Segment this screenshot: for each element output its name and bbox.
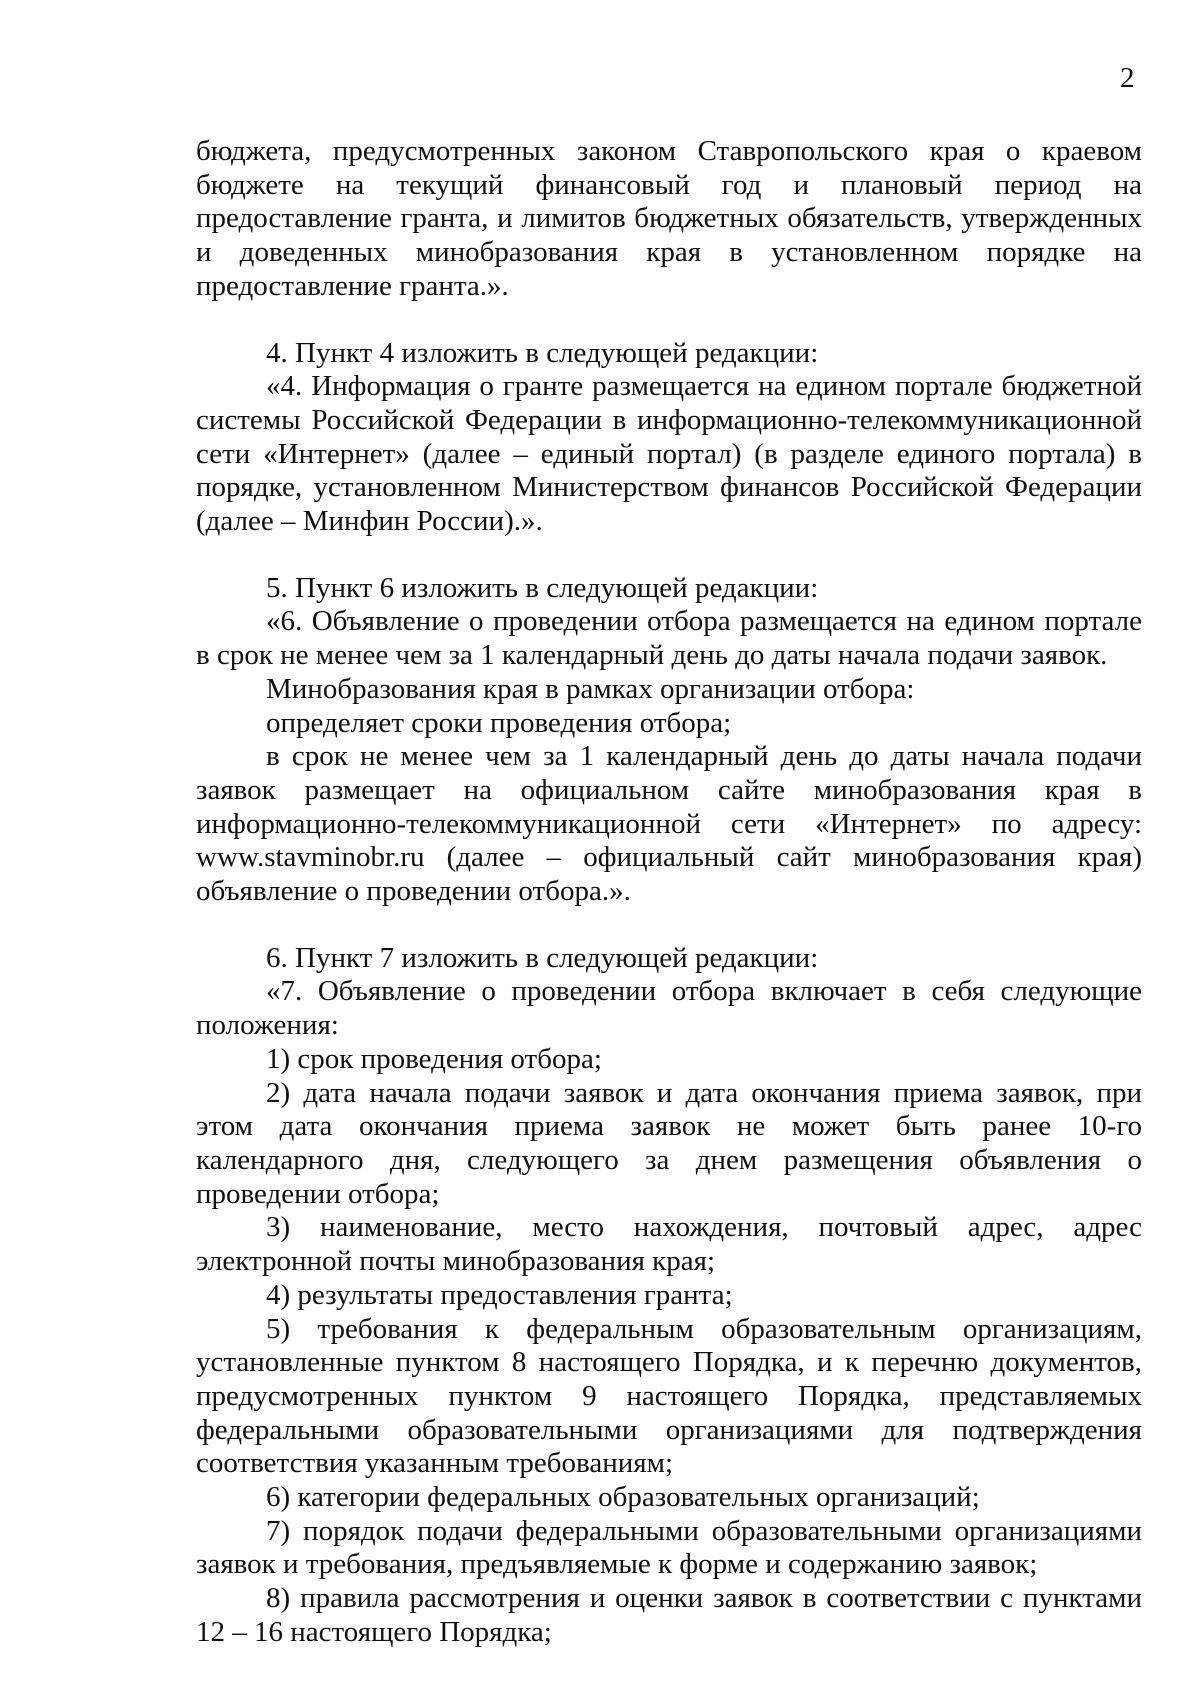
list-item-7: 7) порядок подачи федеральными образовательными организациями заявок и требования, предъявляемые к форме и содержанию заявок; [196, 1514, 1142, 1581]
paragraph-budget-continuation: бюджета, предусмотренных законом Ставропольского края о краевом бюджете на текущий финансовый год и плановый период на предоставление гранта, и лимитов бюджетных обязательств, утвержденных и доведенных минобразования края в установленном порядке на предоставление гранта.». [196, 135, 1142, 302]
paragraph-ministry-organization: Минобразования края в рамках организации отбора: [266, 672, 915, 705]
paragraph-item-4-heading: 4. Пункт 4 изложить в следующей редакции: [266, 336, 819, 369]
paragraph-determines-terms: определяет сроки проведения отбора; [266, 706, 732, 739]
document-body [196, 135, 1142, 1650]
paragraph-item-4-text: «4. Информация о гранте размещается на едином портале бюджетной системы Российской Федерации в информационно-телекоммуникационной сети «Интернет» (далее – единый портал) (в разделе единого портала) в порядке, установленном Министерством финансов Российской Федерации (далее – Минфин России).». [196, 370, 1142, 538]
list-item-1: 1) срок проведения отбора; [266, 1042, 602, 1075]
list-item-8: 8) правила рассмотрения и оценки заявок в соответствии с пунктами 12 – 16 настоящего Порядка; [196, 1582, 1142, 1648]
list-item-5: 5) требования к федеральным образовательным организациям, установленные пунктом 8 настоящего Порядка, и к перечню документов, предусмотренных пунктом 9 настоящего Порядка, представляемых федеральными образовательными организациями для подтверждения соответствия указанным требованиям; [196, 1312, 1142, 1480]
list-item-3: 3) наименование, место нахождения, почтовый адрес, адрес электронной почты минобразования края; [196, 1211, 1142, 1278]
list-item-2: 2) дата начала подачи заявок и дата окончания приема заявок, при этом дата окончания приема заявок не может быть ранее 10-го календарного дня, следующего за днем размещения объявления о проведении отбора; [196, 1076, 1142, 1210]
paragraph-item-7-intro: «7. Объявление о проведении отбора включает в себя следующие положения: [196, 975, 1142, 1042]
page-number: 2 [1120, 62, 1135, 94]
paragraph-item-5-heading: 5. Пункт 6 изложить в следующей редакции: [266, 571, 819, 604]
list-item-4: 4) результаты предоставления гранта; [266, 1278, 733, 1311]
paragraph-official-site: в срок не менее чем за 1 календарный день до даты начала подачи заявок размещает на официальном сайте минобразования края в информационно-телекоммуникационной сети «Интернет» по адресу: www.stavminobr.ru (далее – официальный сайт минобразования края) объявление о проведении отбора.». [196, 740, 1142, 908]
paragraph-item-6-heading: 6. Пункт 7 изложить в следующей редакции: [266, 941, 819, 974]
paragraph-item-6-announcement: «6. Объявление о проведении отбора размещается на едином портале в срок не менее чем за 1 календарный день до даты начала подачи заявок. [196, 605, 1142, 672]
list-item-6: 6) категории федеральных образовательных организаций; [266, 1481, 980, 1514]
